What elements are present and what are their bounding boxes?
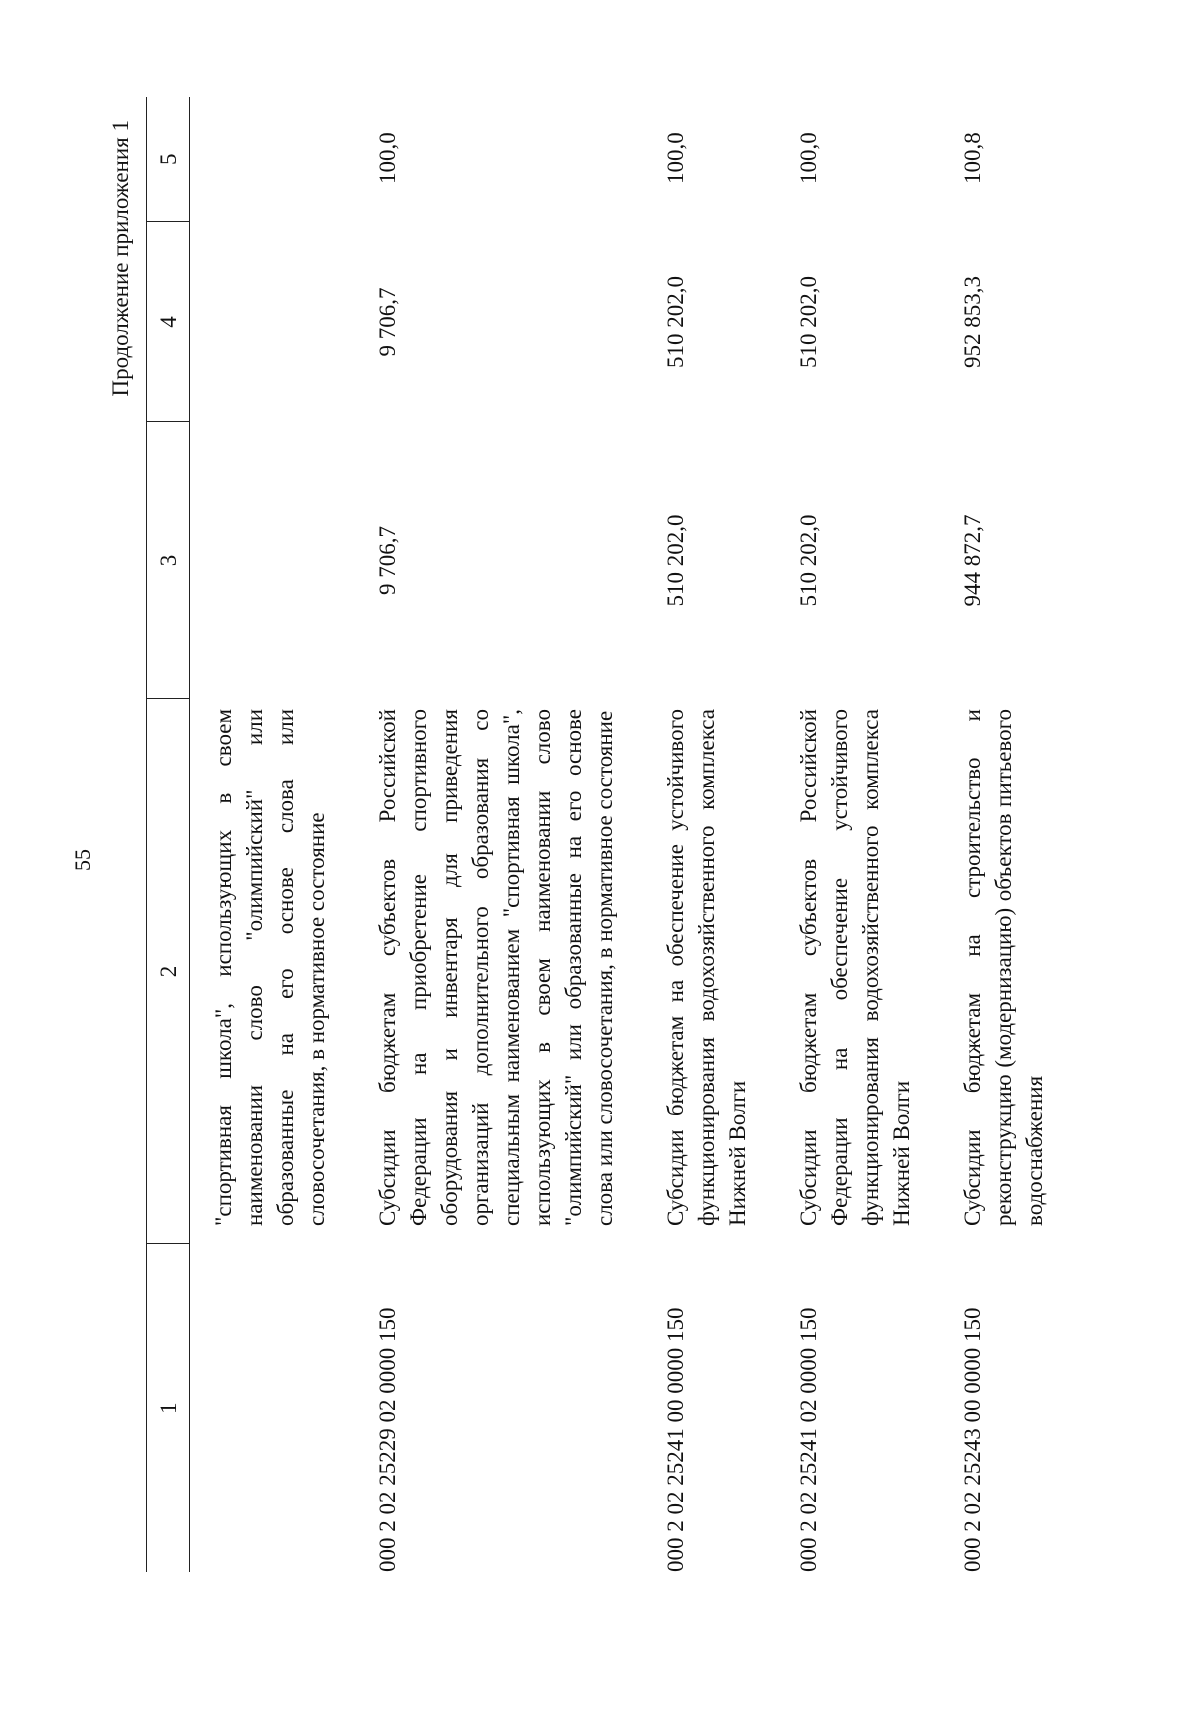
- budget-code: 000 2 02 25241 02 0000 150: [796, 1307, 821, 1572]
- value-col-4: 9 706,7: [375, 287, 400, 357]
- value-col-4: 510 202,0: [796, 276, 821, 368]
- appendix-title: Продолжение приложения 1: [108, 120, 133, 397]
- value-col-4: 952 853,3: [960, 276, 985, 368]
- value-col-5: 100,8: [960, 132, 985, 184]
- row-description: Субсидии бюджетам на обеспечение устойчивого функционирования водохозяйственного комплекса Нижней Волги: [663, 709, 750, 1226]
- table-row: [642, 97, 775, 1572]
- header-col-5: 5: [147, 97, 190, 222]
- budget-code: 000 2 02 25229 02 0000 150: [375, 1307, 400, 1572]
- table-row: [354, 97, 642, 1572]
- value-col-5: 100,0: [796, 132, 821, 184]
- row-description: Субсидии бюджетам субъектов Российской Федерации на обеспечение устойчивого функционирования водохозяйственного комплекса Нижней Волги: [796, 709, 914, 1226]
- report-table: [146, 97, 1072, 1572]
- header-col-1: 1: [147, 1244, 190, 1572]
- value-col-3: [190, 422, 355, 699]
- page-number: 55: [70, 849, 95, 871]
- value-col-3: 510 202,0: [663, 514, 688, 607]
- value-col-4: 510 202,0: [663, 276, 688, 368]
- value-col-5: [190, 97, 355, 222]
- value-col-3: 510 202,0: [796, 514, 821, 607]
- table-row: [190, 97, 355, 1572]
- row-description: Субсидии бюджетам субъектов Российской Федерации на приобретение спортивного оборудования и инвентаря для приведения организаций дополнительного образования со специальным наименованием "спортивная школа", использующих в своем наименовании слово "олимпийский" или образованные на его основе слова или словосочетания, в нормативное состояние: [375, 709, 617, 1226]
- header-col-3: 3: [147, 422, 190, 699]
- value-col-4: [190, 222, 355, 422]
- budget-code: 000 2 02 25241 00 0000 150: [663, 1307, 688, 1572]
- budget-code: [190, 1244, 355, 1572]
- budget-code: 000 2 02 25243 00 0000 150: [960, 1307, 985, 1572]
- value-col-3: 9 706,7: [375, 526, 400, 595]
- row-description: "спортивная школа", использующих в своем наименовании слово "олимпийский" или образованные на его основе слова или словосочетания, в нормативное состояние: [211, 709, 329, 1226]
- row-description: Субсидии бюджетам на строительство и реконструкцию (модернизацию) объектов питьевого водоснабжения: [960, 709, 1047, 1226]
- table-header: [147, 97, 190, 1572]
- value-col-3: 944 872,7: [960, 514, 985, 607]
- table-body: [190, 97, 1073, 1572]
- value-col-5: 100,0: [663, 132, 688, 184]
- header-row: [147, 97, 190, 1572]
- header-col-4: 4: [147, 222, 190, 422]
- table-row: [939, 97, 1072, 1572]
- table-row: [775, 97, 939, 1572]
- value-col-5: 100,0: [375, 132, 400, 184]
- header-col-2: 2: [147, 699, 190, 1244]
